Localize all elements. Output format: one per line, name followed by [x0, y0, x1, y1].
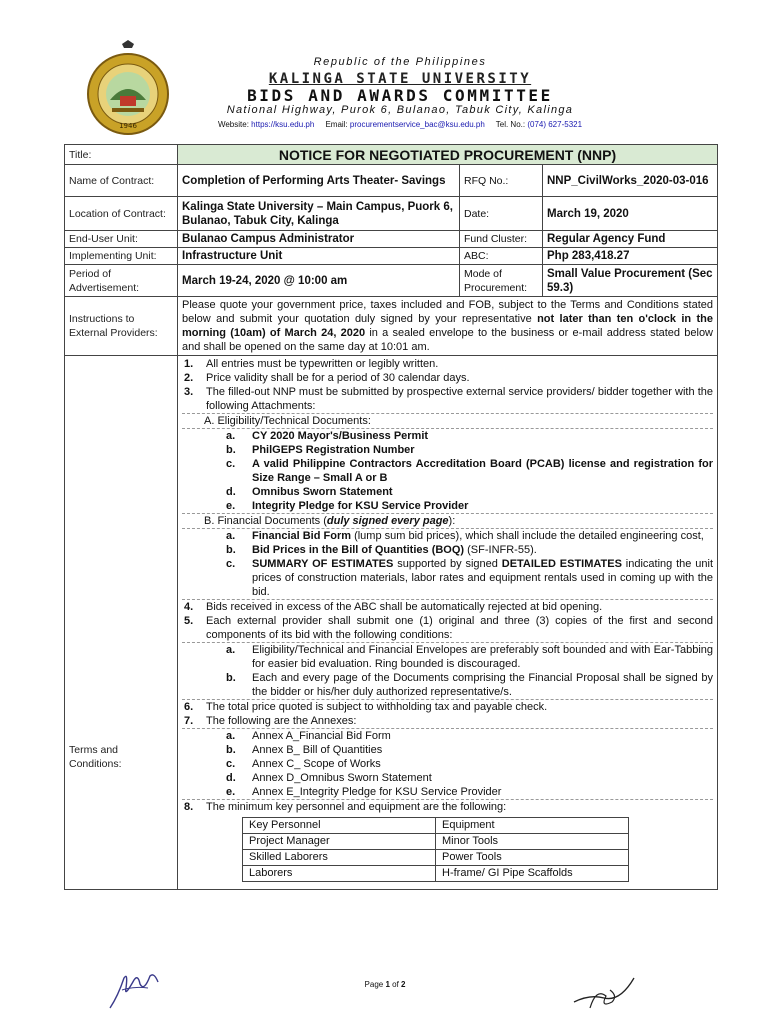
annex-e: [182, 785, 713, 800]
mode-value: Small Value Procurement (Sec 59.3): [543, 265, 718, 297]
item-letter: e.: [226, 500, 236, 512]
fin-b-bold: Bid Prices in the Bill of Quantities (BOQ): [252, 544, 465, 556]
table-header: Key Personnel: [243, 818, 436, 834]
fin-c-bold: SUMMARY OF ESTIMATES: [252, 558, 394, 570]
term-text: The following are the Annexes:: [206, 715, 357, 727]
item-text: CY 2020 Mayor's/Business Permit: [252, 430, 429, 442]
term-8: [182, 800, 713, 814]
page-number: 1: [385, 980, 390, 989]
term-num: 6.: [184, 701, 194, 713]
annex-b: [182, 743, 713, 757]
term-num: 7.: [184, 715, 194, 727]
rfq-value: NNP_CivilWorks_2020-03-016: [543, 165, 718, 197]
doc-b: [182, 443, 713, 457]
instructions: [178, 297, 718, 356]
email-label: Email:: [325, 120, 348, 129]
instr-label: Instructions to External Providers:: [65, 297, 178, 356]
fin-head-post: ):: [448, 515, 456, 527]
item-text: Omnibus Sworn Statement: [252, 486, 393, 498]
fin-a-bold: Financial Bid Form: [252, 530, 352, 542]
date-value: March 19, 2020: [543, 197, 718, 231]
contract-label: Name of Contract:: [65, 165, 178, 197]
item-letter: b.: [226, 444, 236, 456]
notice-title: NOTICE FOR NEGOTIATED PROCUREMENT (NNP): [178, 145, 718, 165]
table-cell: Minor Tools: [436, 834, 629, 850]
fin-head-pre: B. Financial Documents (: [204, 515, 327, 527]
term-num: 8.: [184, 801, 194, 813]
table-header: Equipment: [436, 818, 629, 834]
terms-conditions: [178, 356, 718, 890]
location-label: Location of Contract:: [65, 197, 178, 231]
financial-heading: [182, 514, 713, 529]
term-2: [182, 371, 713, 385]
term-text: The total price quoted is subject to withholding tax and payable check.: [206, 701, 548, 713]
table-cell: Project Manager: [243, 834, 436, 850]
abc-value: Php 283,418.27: [543, 248, 718, 265]
item-letter: d.: [226, 486, 236, 498]
fin-b-rest: (SF-INFR-55).: [464, 544, 537, 556]
term-5: [182, 614, 713, 643]
item-text: Annex C_ Scope of Works: [252, 758, 381, 770]
item-letter: c.: [226, 558, 236, 570]
contact-line: [180, 120, 620, 129]
fund-label: Fund Cluster:: [460, 231, 543, 248]
item-text: Annex B_ Bill of Quantities: [252, 744, 383, 756]
item-letter: a.: [226, 730, 236, 742]
seal-year: 1946: [119, 122, 137, 130]
website-label: Website:: [217, 120, 249, 129]
item-letter: c.: [226, 458, 236, 470]
term-num: 2.: [184, 372, 194, 384]
signature-left: [104, 968, 164, 1012]
doc-a: [182, 429, 713, 443]
term-4: [182, 600, 713, 614]
term-text: Price validity shall be for a period of 30 calendar days.: [206, 372, 470, 384]
enduser-label: End-User Unit:: [65, 231, 178, 248]
term-text: Each external provider shall submit one (1) original and three (3) copies of the first and second components of its bid with the following conditions:: [206, 615, 713, 641]
item-letter: a.: [226, 530, 236, 542]
impl-value: Infrastructure Unit: [178, 248, 460, 265]
university-seal: [82, 38, 174, 138]
rfq-label: RFQ No.:: [460, 165, 543, 197]
item-text: Annex A_Financial Bid Form: [252, 730, 391, 742]
term-num: 5.: [184, 615, 194, 627]
table-row: [243, 850, 629, 866]
republic-line: Republic of the Philippines: [313, 56, 487, 68]
item-letter: c.: [226, 758, 236, 770]
cond-b: [182, 671, 713, 700]
terms-label: Terms and Conditions:: [65, 356, 178, 890]
fin-c: [182, 557, 713, 600]
nnp-form: [64, 144, 718, 890]
term-text: The minimum key personnel and equipment are the following:: [206, 801, 507, 813]
item-letter: e.: [226, 786, 236, 798]
term-text: The filled-out NNP must be submitted by prospective external service providers/ bidder together with the following Attachments:: [206, 386, 713, 412]
instr-deadline: not later than ten o'clock in the morning (10am) of March 24, 2020: [182, 313, 714, 339]
term-6: [182, 700, 713, 714]
table-cell: H-frame/ GI Pipe Scaffolds: [436, 866, 629, 882]
impl-label: Implementing Unit:: [65, 248, 178, 265]
term-3: [182, 385, 713, 414]
tel-number: (074) 627-5321: [527, 120, 583, 129]
committee-name: BIDS AND AWARDS COMMITTEE: [247, 86, 553, 105]
period-value: March 19-24, 2020 @ 10:00 am: [178, 265, 460, 297]
page-of: of: [389, 980, 402, 989]
table-cell: Power Tools: [436, 850, 629, 866]
fund-value: Regular Agency Fund: [543, 231, 718, 248]
email-link[interactable]: procurementservice_bac@ksu.edu.ph: [349, 120, 485, 129]
period-label: Period of Advertisement:: [65, 265, 178, 297]
term-text: All entries must be typewritten or legibly written.: [206, 358, 439, 370]
tel-label: Tel. No.:: [495, 120, 526, 129]
item-text: Annex E_Integrity Pledge for KSU Service Provider: [252, 786, 502, 798]
website-link[interactable]: https://ksu.edu.ph: [251, 120, 315, 129]
abc-label: ABC:: [460, 248, 543, 265]
signature-right: [570, 968, 640, 1014]
term-text: Bids received in excess of the ABC shall be automatically rejected at bid opening.: [206, 601, 603, 613]
term-7: [182, 714, 713, 729]
doc-d: [182, 485, 713, 499]
annex-c: [182, 757, 713, 771]
item-text: Each and every page of the Documents comprising the Financial Proposal shall be signed by the bidder or his/her duly authorized representative/s.: [252, 672, 713, 698]
cond-a: [182, 643, 713, 671]
fin-a: [182, 529, 713, 543]
key-personnel-table: [242, 817, 629, 882]
item-letter: b.: [226, 544, 236, 556]
page-footer: [0, 980, 770, 989]
term-num: 1.: [184, 358, 194, 370]
annex-a: [182, 729, 713, 743]
doc-c: [182, 457, 713, 485]
item-text: PhilGEPS Registration Number: [252, 444, 415, 456]
instr-text-2: in a sealed envelope to the business or e-mail address stated below and shall be opened on the same day at 10:01 am.: [182, 327, 713, 353]
item-text: Integrity Pledge for KSU Service Provider: [252, 500, 469, 512]
item-letter: b.: [226, 744, 236, 756]
table-row: [243, 818, 629, 834]
item-text: Annex D_Omnibus Sworn Statement: [252, 772, 432, 784]
doc-e: [182, 499, 713, 514]
item-text: Eligibility/Technical and Financial Envelopes are preferably soft bounded and with Ear-Tabbing for easier bid evaluation. Ring bounded is discouraged.: [252, 644, 713, 670]
table-cell: Skilled Laborers: [243, 850, 436, 866]
eligibility-heading: A. Eligibility/Technical Documents:: [182, 414, 713, 429]
university-name: KALINGA STATE UNIVERSITY: [268, 71, 532, 87]
item-letter: b.: [226, 672, 236, 684]
fin-c-mid: supported by signed: [393, 558, 502, 570]
item-letter: a.: [226, 430, 236, 442]
term-num: 4.: [184, 601, 194, 613]
mode-label: Mode of Procurement:: [460, 265, 543, 297]
page-total: 2: [401, 980, 406, 989]
term-num: 3.: [184, 386, 194, 398]
table-row: [243, 834, 629, 850]
table-row: [243, 866, 629, 882]
contract-value: Completion of Performing Arts Theater- Savings: [178, 165, 460, 197]
fin-a-rest: (lump sum bid prices), which shall include the detailed engineering cost,: [351, 530, 704, 542]
item-letter: a.: [226, 644, 236, 656]
fin-b: [182, 543, 713, 557]
location-value: Kalinga State University – Main Campus, Puork 6, Bulanao, Tabuk City, Kalinga: [178, 197, 460, 231]
enduser-value: Bulanao Campus Administrator: [178, 231, 460, 248]
date-label: Date:: [460, 197, 543, 231]
term-1: [182, 357, 713, 371]
annex-d: [182, 771, 713, 785]
fin-c-rest: indicating the unit prices of construction materials, labor rates and equipment rentals used in coming up with the bid.: [252, 558, 714, 598]
item-text: A valid Philippine Contractors Accreditation Board (PCAB) license and registration for Size Range – Small A or B: [252, 458, 713, 484]
item-letter: d.: [226, 772, 236, 784]
table-cell: Laborers: [243, 866, 436, 882]
fin-head-em: duly signed every page: [326, 515, 449, 527]
fin-c-bold2: DETAILED ESTIMATES: [501, 558, 622, 570]
title-label: Title:: [65, 145, 178, 165]
page-label: Page: [364, 980, 386, 989]
instr-text-1: Please quote your government price, taxes included and FOB, subject to the Terms and Conditions stated below and submit your quotation duly signed by your representative: [182, 299, 713, 325]
address-line: National Highway, Purok 6, Bulanao, Tabuk City, Kalinga: [226, 104, 574, 116]
